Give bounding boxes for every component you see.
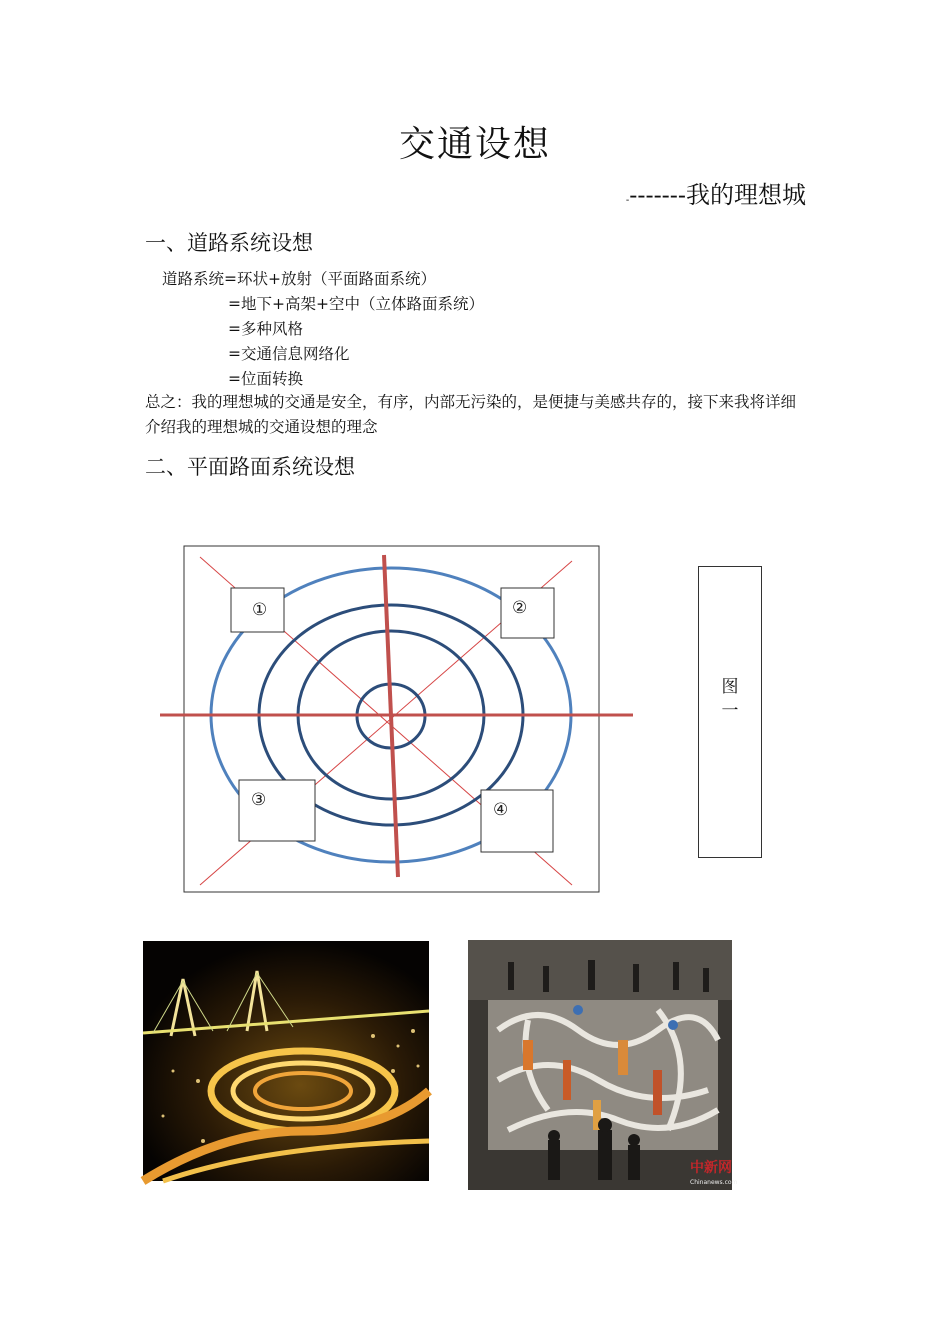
zone-label-3: ③: [251, 790, 267, 810]
road-system-line-1: 道路系统=环状+放射（平面路面系统）: [162, 270, 436, 288]
zone-label-1: ①: [252, 600, 268, 620]
zone-box-2: [501, 588, 554, 638]
figure-label-line-2: 一: [721, 701, 739, 721]
road-system-line-3: =多种风格: [228, 320, 303, 338]
road-system-line-5: =位面转换: [228, 370, 303, 388]
photo-watermark: 中新网: [690, 1160, 732, 1176]
zone-label-2: ②: [512, 598, 528, 618]
photo-watermark-sub: Chinanews.com: [690, 1179, 738, 1186]
zone-box-4: [481, 790, 553, 852]
page-subtitle: [626, 175, 806, 210]
section-1-heading: 一、道路系统设想: [145, 231, 313, 255]
subtitle-lead: -: [625, 195, 630, 206]
figure-label: [699, 675, 761, 723]
figure-label-box: [698, 566, 762, 858]
figure-label-line-1: 图: [721, 677, 739, 697]
summary-paragraph: 总之：我的理想城的交通是安全，有序，内部无污染的，是便捷与美感共存的，接下来我将详细介绍我的理想城的交通设想的理念: [145, 393, 797, 436]
road-system-line-2: =地下+高架+空中（立体路面系统）: [228, 295, 484, 313]
zone-label-4: ④: [493, 800, 509, 820]
night-interchange-photo: [143, 941, 429, 1181]
section-2-heading: 二、平面路面系统设想: [145, 455, 355, 479]
road-system-line-4: =交通信息网络化: [228, 345, 350, 363]
subtitle-text: -------我的理想城: [629, 181, 806, 209]
page-title: 交通设想: [398, 124, 551, 165]
road-network-diagram: [160, 545, 640, 897]
miniature-city-model-photo: [468, 940, 738, 1190]
